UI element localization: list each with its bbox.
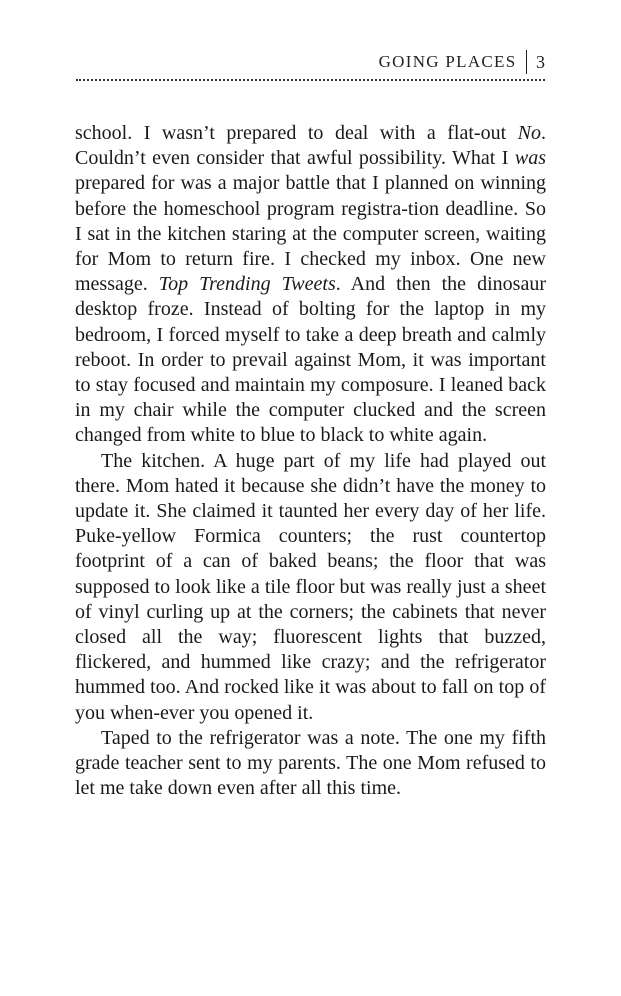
text-run: Taped to the refrigerator was a note. The one my fifth grade teacher sent to my parents. The one Mom refused to let me take down even after all this time. — [75, 726, 546, 800]
paragraph — [75, 449, 546, 726]
italic-text: Top Trending Tweets — [158, 273, 336, 296]
text-run: . And then the dinosaur desktop froze. Instead of bolting for the laptop in my bedroom, I forced myself to take a deep breath and calmly reboot. In order to prevail against Mom, it was important to stay focused and maintain my composure. I leaned back in my chair while the computer clucked and the screen changed from white to blue to black to white again. — [75, 273, 546, 447]
text-run: . Couldn’t even consider that awful possibility. What I — [75, 122, 546, 170]
text-run: The kitchen. A huge part of my life had played out there. Mom hated it because she didn’t have the money to update it. She claimed it taunted her every day of her life. Puke-yellow Formica counters; the rust countertop footprint of a can of baked beans; the floor that was supposed to look like a tile floor but was really just a sheet of vinyl curling up at the corners; the cabinets that never closed all the way; fluorescent lights that buzzed, flickered, and hummed like crazy; and the refrigerator hummed too. And rocked like it was about to fall on top of you when-ever you opened it. — [75, 449, 546, 724]
paragraph — [75, 121, 546, 449]
body-text — [75, 121, 546, 801]
running-head — [379, 50, 545, 74]
text-run: prepared for was a major battle that I planned on winning before the homeschool program registra-tion deadline. So I sat in the kitchen staring at the computer screen, waiting for Mom to return fire. I checked my inbox. One new message. — [75, 172, 546, 296]
italic-text: No — [517, 122, 541, 144]
page-number: 3 — [536, 51, 545, 72]
italic-text: was — [514, 147, 546, 170]
running-title: GOING PLACES — [378, 52, 517, 71]
text-run: school. I wasn’t prepared to deal with a flat-out — [75, 122, 518, 144]
header-dotted-rule — [76, 79, 545, 81]
header-separator — [526, 50, 528, 74]
paragraph — [75, 726, 546, 802]
